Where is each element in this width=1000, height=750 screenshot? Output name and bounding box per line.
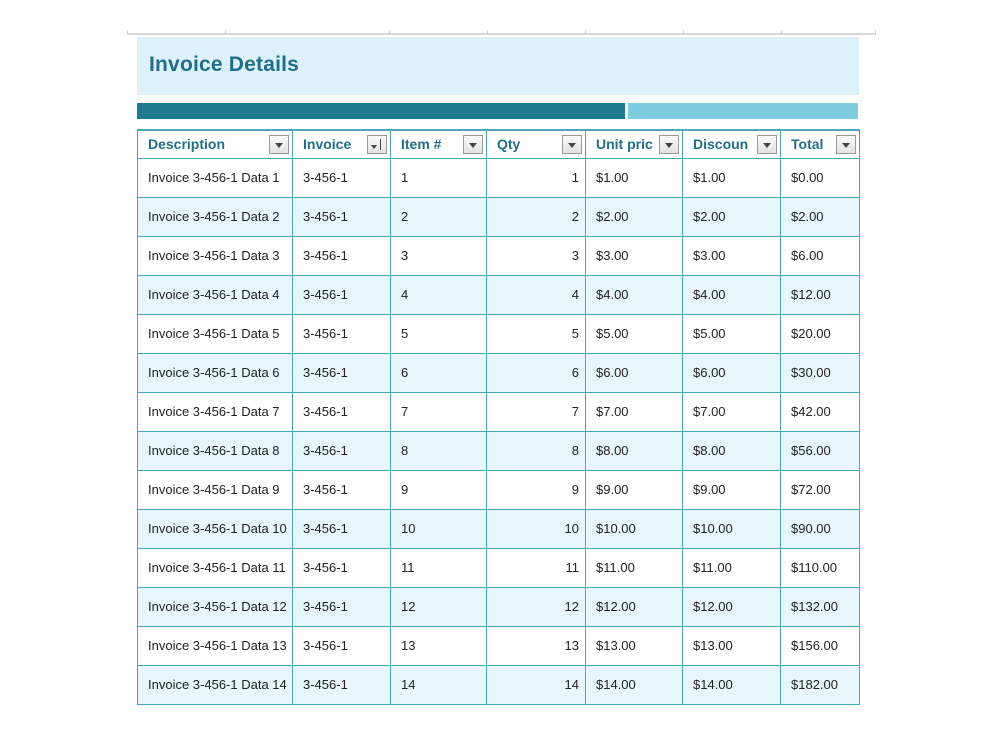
cell-qty[interactable]: 2 [487,197,586,236]
column-header-total[interactable] [781,130,860,158]
cell-discount[interactable]: $13.00 [683,626,781,665]
table-row [138,236,860,275]
cell-total[interactable]: $110.00 [781,548,860,587]
column-header-discount[interactable] [683,130,781,158]
cell-discount[interactable]: $10.00 [683,509,781,548]
cell-total[interactable]: $20.00 [781,314,860,353]
cell-item-number[interactable]: 9 [391,470,487,509]
table-row [138,470,860,509]
sort-ascending-icon [380,139,381,150]
cell-unit-price[interactable]: $14.00 [586,665,683,704]
cell-qty[interactable]: 14 [487,665,586,704]
chevron-down-icon [568,143,576,148]
cell-description[interactable]: Invoice 3-456-1 Data 8 [138,431,293,470]
cell-discount[interactable]: $5.00 [683,314,781,353]
filter-dropdown-button[interactable] [836,135,856,154]
cell-qty[interactable]: 3 [487,236,586,275]
cell-unit-price[interactable]: $5.00 [586,314,683,353]
table-row [138,392,860,431]
filter-dropdown-button[interactable] [562,135,582,154]
cell-item-number[interactable]: 14 [391,665,487,704]
cell-qty[interactable]: 4 [487,275,586,314]
invoice-table [137,129,860,705]
accent-bar-dark [137,103,625,119]
cell-discount[interactable]: $8.00 [683,431,781,470]
table-row [138,626,860,665]
cell-qty[interactable]: 9 [487,470,586,509]
cell-total[interactable]: $132.00 [781,587,860,626]
table-row [138,509,860,548]
cell-invoice[interactable]: 3-456-1 [293,197,391,236]
cell-invoice[interactable]: 3-456-1 [293,548,391,587]
chevron-down-icon [763,143,771,148]
cell-discount[interactable]: $9.00 [683,470,781,509]
cell-description[interactable]: Invoice 3-456-1 Data 12 [138,587,293,626]
cell-qty[interactable]: 8 [487,431,586,470]
filter-dropdown-button[interactable] [757,135,777,154]
cell-description[interactable]: Invoice 3-456-1 Data 13 [138,626,293,665]
sheet-column-ticks [127,30,876,35]
sort-filter-dropdown-button[interactable] [367,135,387,154]
column-header-label: Total [791,136,824,153]
table-body [138,158,860,704]
cell-description[interactable]: Invoice 3-456-1 Data 9 [138,470,293,509]
cell-item-number[interactable]: 1 [391,158,487,197]
table-row [138,275,860,314]
cell-item-number[interactable]: 2 [391,197,487,236]
cell-discount[interactable]: $1.00 [683,158,781,197]
cell-invoice[interactable]: 3-456-1 [293,587,391,626]
cell-item-number[interactable]: 6 [391,353,487,392]
filter-dropdown-button[interactable] [659,135,679,154]
table-header-row [138,130,860,158]
table-row [138,548,860,587]
cell-total[interactable]: $0.00 [781,158,860,197]
cell-unit-price[interactable]: $7.00 [586,392,683,431]
cell-total[interactable]: $56.00 [781,431,860,470]
cell-qty[interactable]: 11 [487,548,586,587]
cell-item-number[interactable]: 5 [391,314,487,353]
cell-item-number[interactable]: 12 [391,587,487,626]
cell-qty[interactable]: 5 [487,314,586,353]
cell-discount[interactable]: $11.00 [683,548,781,587]
accent-bar-light [628,103,858,119]
chevron-down-icon [371,145,377,149]
column-header-unit-price[interactable] [586,130,683,158]
cell-discount[interactable]: $3.00 [683,236,781,275]
column-header-label: Qty [497,136,521,153]
cell-total[interactable]: $156.00 [781,626,860,665]
cell-description[interactable]: Invoice 3-456-1 Data 1 [138,158,293,197]
cell-total[interactable]: $2.00 [781,197,860,236]
cell-description[interactable]: Invoice 3-456-1 Data 2 [138,197,293,236]
column-header-label: Discoun [693,136,749,153]
filter-dropdown-button[interactable] [463,135,483,154]
cell-unit-price[interactable]: $9.00 [586,470,683,509]
cell-item-number[interactable]: 3 [391,236,487,275]
cell-unit-price[interactable]: $11.00 [586,548,683,587]
cell-unit-price[interactable]: $2.00 [586,197,683,236]
cell-unit-price[interactable]: $6.00 [586,353,683,392]
cell-discount[interactable]: $12.00 [683,587,781,626]
cell-qty[interactable]: 13 [487,626,586,665]
table-row [138,665,860,704]
cell-unit-price[interactable]: $8.00 [586,431,683,470]
cell-invoice[interactable]: 3-456-1 [293,353,391,392]
cell-description[interactable]: Invoice 3-456-1 Data 6 [138,353,293,392]
cell-description[interactable]: Invoice 3-456-1 Data 14 [138,665,293,704]
cell-invoice[interactable]: 3-456-1 [293,392,391,431]
cell-total[interactable]: $12.00 [781,275,860,314]
table-row [138,158,860,197]
column-header-invoice[interactable] [293,130,391,158]
cell-discount[interactable]: $4.00 [683,275,781,314]
cell-discount[interactable]: $7.00 [683,392,781,431]
cell-invoice[interactable]: 3-456-1 [293,158,391,197]
filter-dropdown-button[interactable] [269,135,289,154]
cell-qty[interactable]: 12 [487,587,586,626]
page-title: Invoice Details [149,53,300,76]
chevron-down-icon [469,143,477,148]
table-row [138,314,860,353]
cell-discount[interactable]: $14.00 [683,665,781,704]
table-row [138,353,860,392]
cell-description[interactable]: Invoice 3-456-1 Data 10 [138,509,293,548]
cell-invoice[interactable]: 3-456-1 [293,275,391,314]
cell-unit-price[interactable]: $12.00 [586,587,683,626]
cell-item-number[interactable]: 7 [391,392,487,431]
cell-unit-price[interactable]: $10.00 [586,509,683,548]
cell-item-number[interactable]: 4 [391,275,487,314]
cell-qty[interactable]: 10 [487,509,586,548]
column-header-label: Invoice [303,136,352,153]
cell-item-number[interactable]: 8 [391,431,487,470]
cell-description[interactable]: Invoice 3-456-1 Data 11 [138,548,293,587]
cell-invoice[interactable]: 3-456-1 [293,470,391,509]
table-row [138,431,860,470]
cell-item-number[interactable]: 11 [391,548,487,587]
cell-unit-price[interactable]: $3.00 [586,236,683,275]
cell-total[interactable]: $182.00 [781,665,860,704]
cell-total[interactable]: $30.00 [781,353,860,392]
column-header-label: Unit pric [596,136,653,153]
table-row [138,197,860,236]
cell-description[interactable]: Invoice 3-456-1 Data 4 [138,275,293,314]
cell-qty[interactable]: 7 [487,392,586,431]
cell-unit-price[interactable]: $4.00 [586,275,683,314]
column-header-label: Description [148,136,226,153]
cell-item-number[interactable]: 13 [391,626,487,665]
cell-unit-price[interactable]: $1.00 [586,158,683,197]
cell-total[interactable]: $72.00 [781,470,860,509]
cell-total[interactable]: $6.00 [781,236,860,275]
cell-invoice[interactable]: 3-456-1 [293,626,391,665]
cell-total[interactable]: $90.00 [781,509,860,548]
cell-invoice[interactable]: 3-456-1 [293,665,391,704]
cell-qty[interactable]: 6 [487,353,586,392]
cell-description[interactable]: Invoice 3-456-1 Data 7 [138,392,293,431]
cell-invoice[interactable]: 3-456-1 [293,236,391,275]
cell-discount[interactable]: $6.00 [683,353,781,392]
chevron-down-icon [842,143,850,148]
cell-invoice[interactable]: 3-456-1 [293,509,391,548]
cell-description[interactable]: Invoice 3-456-1 Data 3 [138,236,293,275]
cell-unit-price[interactable]: $13.00 [586,626,683,665]
column-header-label: Item # [401,136,442,153]
column-header-qty[interactable] [487,130,586,158]
cell-item-number[interactable]: 10 [391,509,487,548]
cell-total[interactable]: $42.00 [781,392,860,431]
cell-discount[interactable]: $2.00 [683,197,781,236]
cell-description[interactable]: Invoice 3-456-1 Data 5 [138,314,293,353]
cell-invoice[interactable]: 3-456-1 [293,314,391,353]
column-header-description[interactable] [138,130,293,158]
cell-qty[interactable]: 1 [487,158,586,197]
chevron-down-icon [275,143,283,148]
cell-invoice[interactable]: 3-456-1 [293,431,391,470]
chevron-down-icon [665,143,673,148]
table-row [138,587,860,626]
column-header-item[interactable] [391,130,487,158]
